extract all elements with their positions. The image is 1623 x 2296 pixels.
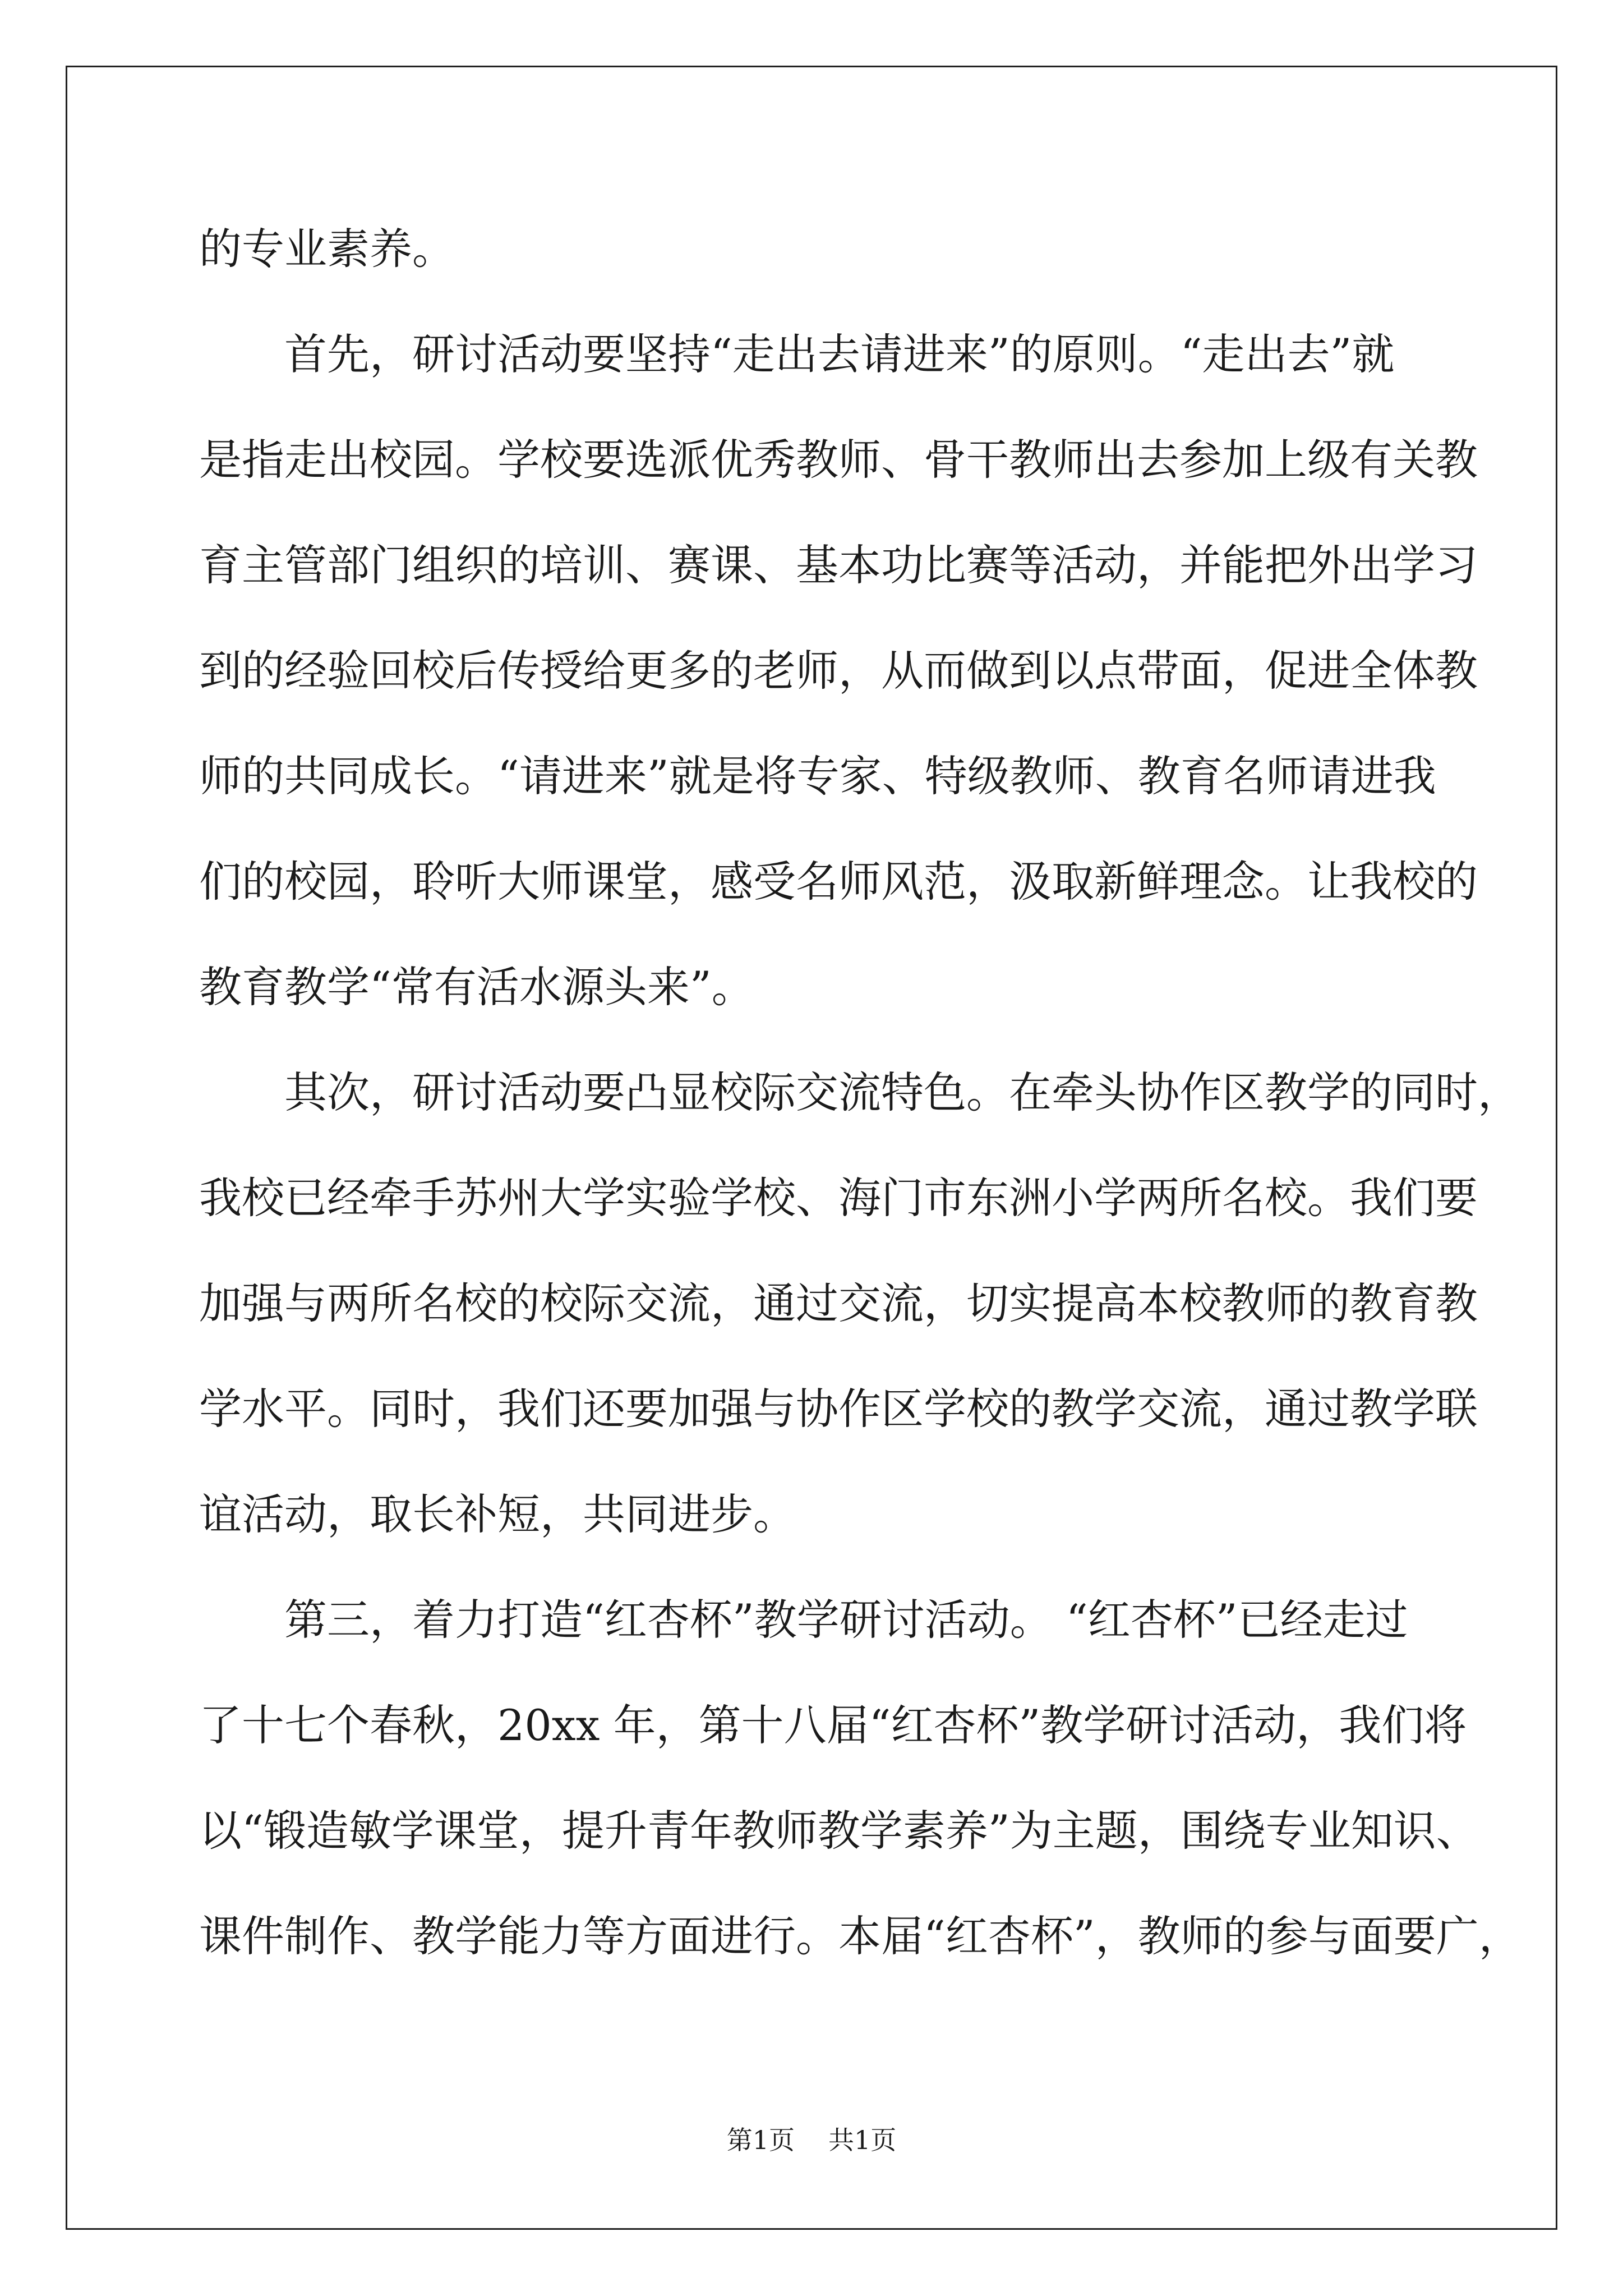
text-line: 教育教学“常有活水源头来”。 [199,962,754,1012]
page-footer [0,2123,1623,2157]
text-line: 以“锻造敏学课堂，提升青年教师教学素养”为主题，围绕专业知识、 [199,1806,1479,1856]
text-line: 的专业素养。 [199,224,455,274]
text-line: 谊活动，取长补短，共同进步。 [199,1489,796,1539]
text-line: 我校已经牵手苏州大学实验学校、海门市东洲小学两所名校。我们要 [199,1173,1478,1223]
text-line: 首先，研讨活动要坚持“走出去请进来”的原则。“走出去”就 [284,329,1395,379]
text-line: 到的经验回校后传授给更多的老师，从而做到以点带面，促进全体教 [199,646,1478,696]
page-total: 共1页 [828,2125,897,2155]
page-number: 第1页 [726,2125,795,2155]
text-line: 育主管部门组织的培训、赛课、基本功比赛等活动，并能把外出学习 [199,540,1478,590]
text-line: 是指走出校园。学校要选派优秀教师、骨干教师出去参加上级有关教 [199,435,1478,485]
text-line: 了十七个春秋，20xx 年，第十八届“红杏杯”教学研讨活动，我们将 [199,1700,1467,1750]
text-line: 们的校园，聆听大师课堂，感受名师风范，汲取新鲜理念。让我校的 [199,857,1478,907]
text-line: 学水平。同时，我们还要加强与协作区学校的教学交流，通过教学联 [199,1384,1478,1434]
text-line: 加强与两所名校的校际交流，通过交流，切实提高本校教师的教育教 [199,1278,1478,1328]
text-line: 第三，着力打造“红杏杯”教学研讨活动。 “红杏杯”已经走过 [284,1595,1408,1645]
document-body [199,196,1521,1989]
text-line: 师的共同成长。“请进来”就是将专家、特级教师、教育名师请进我 [199,751,1436,801]
text-line: 课件制作、教学能力等方面进行。本届“红杏杯”，教师的参与面要广， [199,1911,1521,1961]
text-line: 其次，研讨活动要凸显校际交流特色。在牵头协作区教学的同时， [284,1068,1520,1117]
